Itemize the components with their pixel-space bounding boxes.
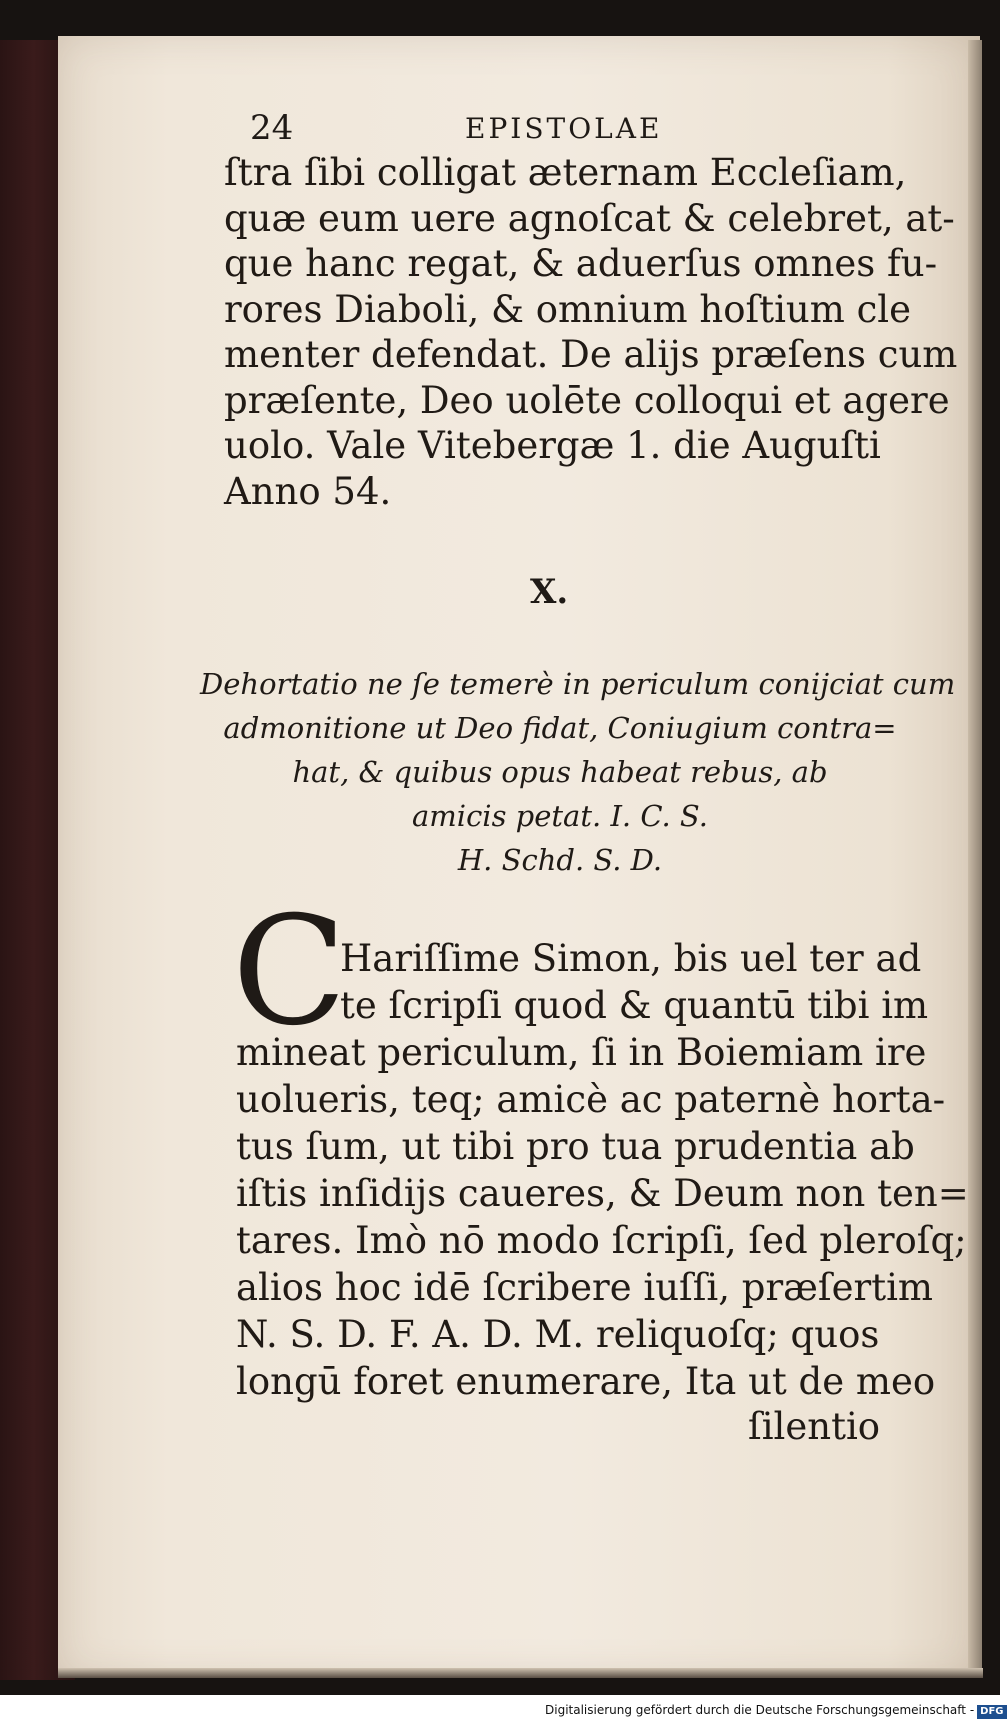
section-number: X. [530,572,569,612]
heading-line: H. Schd. S. D. [457,843,663,877]
text-line: præſente, Deo uolēte colloqui et agere [224,378,950,422]
heading-line: hat, & quibus opus habeat rebus, ab [292,755,828,789]
text-line: iſtis inſidijs caueres, & Deum non ten= [236,1172,969,1215]
text-line: uolo. Vale Vitebergæ 1. die Auguſti [224,424,881,467]
text-line: rores Diaboli, & omnium hoſtium cle [224,287,912,331]
heading-line: Dehortatio ne ſe temerè in periculum conijciat cum [200,667,956,701]
paragraph-2 [236,1029,969,1405]
text-line: alios hoc idē ſcribere iuſſi, præſertim [236,1266,934,1309]
text-line: quæ eum uere agnoſcat & celebret, at- [224,196,955,240]
credit-text: Digitalisierung gefördert durch die Deutsche Forschungsgemeinschaft - [545,1703,975,1717]
page-right-edge [968,40,982,1675]
text-line: mineat periculum, ſi in Boiemiam ire [236,1031,927,1074]
paragraph-2-opening [340,935,928,1029]
page-header [250,108,770,148]
dfg-logo: DFG [977,1705,1006,1719]
text-line: Anno 54. [224,469,392,513]
text-line: que hanc regat, & aduerſus omnes fu- [224,242,938,285]
text-line: longū foret enumerare, Ita ut de meo [236,1360,936,1403]
text-line: tares. Imò nō modo ſcripſi, ſed pleroſq; [236,1219,967,1262]
text-line: Hariſſime Simon, bis uel ter ad [340,937,922,980]
digitization-credit [545,1703,1007,1719]
letter-heading [200,662,956,882]
paragraph-1 [224,150,958,514]
running-head: EPISTOLAE [465,112,663,145]
text-line: ſtra ſibi colligat æternam Eccleſiam, [224,151,907,194]
page-number: 24 [250,108,294,148]
heading-line: admonitione ut Deo fidat, Coniugium contra= [223,711,897,745]
text-line: uolueris, teq; amicè ac paternè horta- [236,1078,946,1121]
text-line: te ſcripſi quod & quantū tibi im [340,984,929,1027]
text-line: menter defendat. De alijs præſens cum [224,333,958,376]
drop-cap: C [232,885,347,1059]
page-bottom-edge [58,1668,983,1678]
text-line: tus ſum, ut tibi pro tua prudentia ab [236,1125,915,1168]
heading-line: amicis petat. I. C. S. [412,799,708,833]
catchword: ſilentio [748,1405,881,1448]
text-line: N. S. D. F. A. D. M. reliquoſq; quos [236,1313,880,1356]
